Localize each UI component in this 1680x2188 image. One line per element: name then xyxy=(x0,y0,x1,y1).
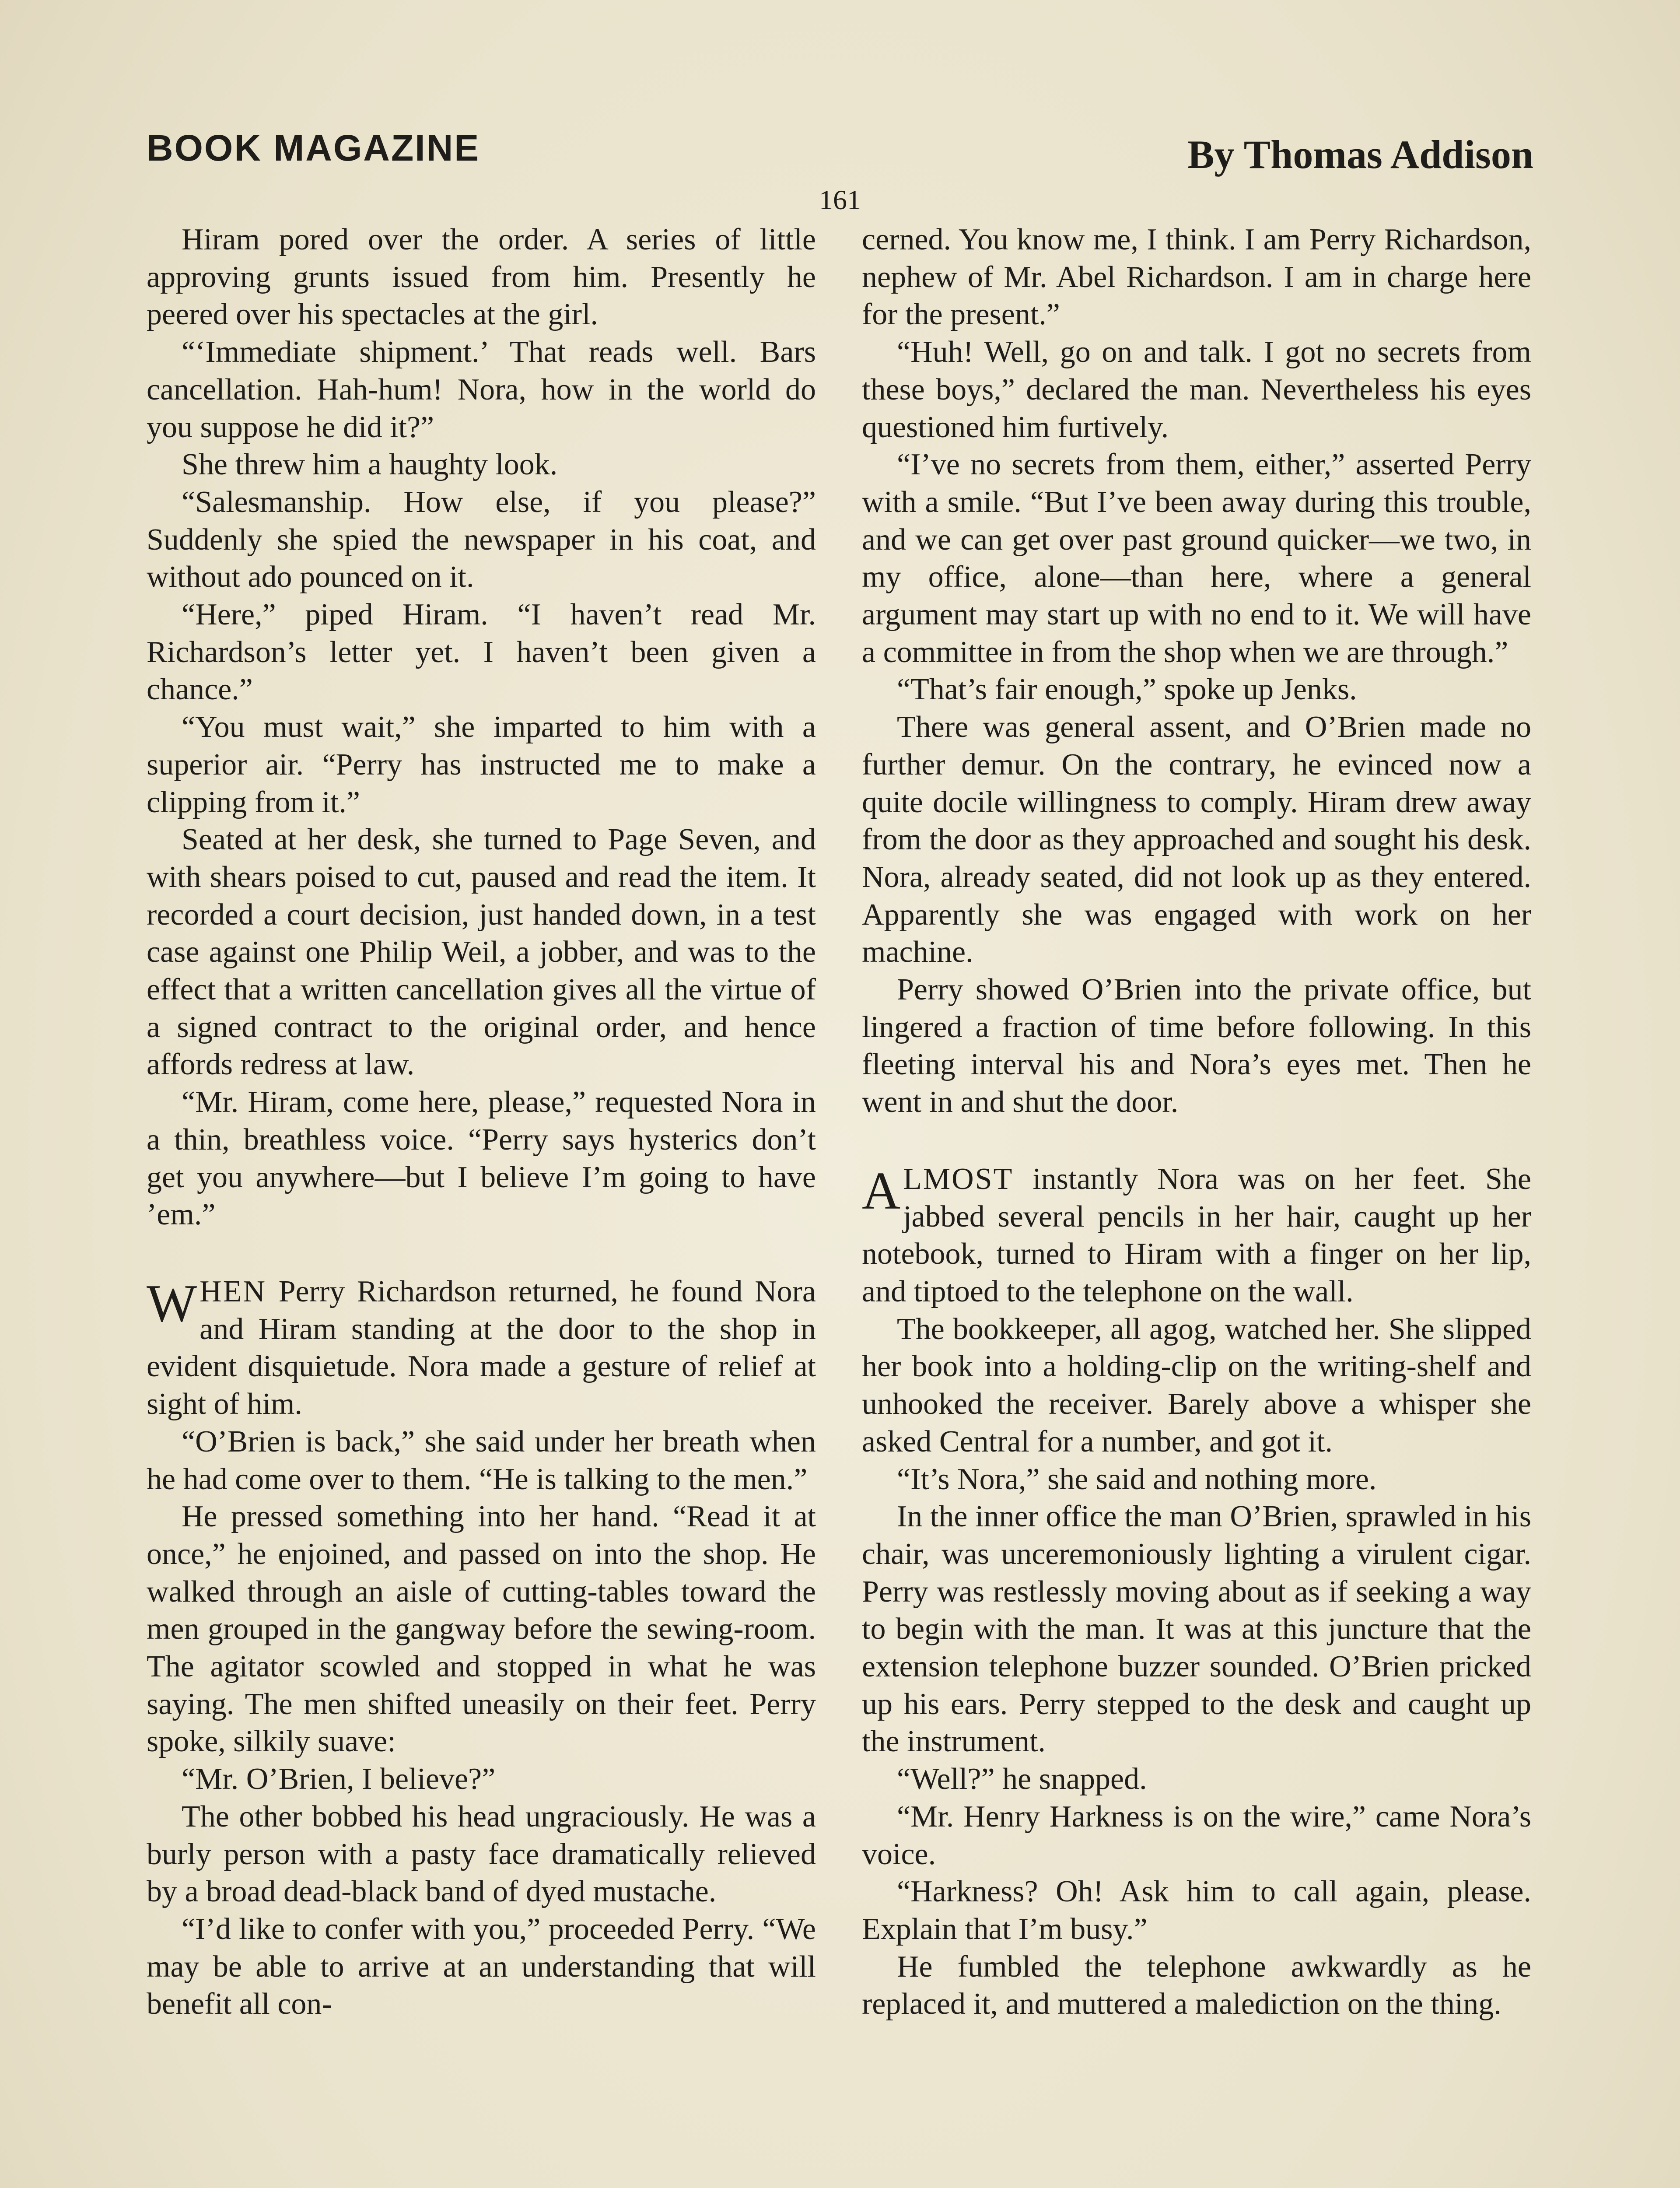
paragraph: “Mr. Henry Harkness is on the wire,” came Nora’s voice. xyxy=(862,1799,1531,1871)
paragraph: The other bobbed his head ungraciously. He was a burly person with a pasty face dramatically relieved by a broad dead-black band of dyed mustache. xyxy=(147,1799,816,1909)
paragraph: “Mr. Hiram, come here, please,” requested Nora in a thin, breathless voice. “Perry says hysterics don’t get you anywhere—but I believe I’m going to have ’em.” xyxy=(147,1085,816,1232)
paragraph: The bookkeeper, all agog, watched her. She slipped her book into a holding-clip on the writing-shelf and unhooked the receiver. Barely above a whisper she asked Central for a number, and got it. xyxy=(862,1312,1531,1459)
paragraph: There was general assent, and O’Brien made no further demur. On the contrary, he evinced now a quite docile willingness to comply. Hiram drew away from the door as they approached and sought his desk. Nora, already seated, did not look up as they entered. Apparently she was engaged with work on her machine. xyxy=(862,710,1531,969)
paragraph: “Harkness? Oh! Ask him to call again, please. Explain that I’m busy.” xyxy=(862,1875,1531,1946)
section-opening-paragraph xyxy=(147,1273,816,1423)
continued-paragraph: cerned. You know me, I think. I am Perry Richardson, nephew of Mr. Abel Richardson. I am in charge here for the present.” xyxy=(862,223,1531,332)
paragraph-text: instantly Nora was on her feet. She jabbed several pencils in her hair, caught up her notebook, turned to Hiram with a finger on her lip, and tiptoed to the telephone on the wall. xyxy=(862,1162,1531,1308)
paragraph: “It’s Nora,” she said and nothing more. xyxy=(897,1462,1377,1496)
paragraph-text: Perry Richardson returned, he found Nora and Hiram standing at the door to the shop in evident disquietude. Nora made a gesture of relief at sight of him. xyxy=(147,1274,816,1421)
paragraph: Seated at her desk, she turned to Page Seven, and with shears poised to cut, paused and read the item. It recorded a court decision, just handed down, in a test case against one Philip Weil, a jobber, and was to the effect that a written cancellation gives all the virtue of a signed contract to the original order, and hence affords redress at law. xyxy=(147,823,816,1082)
paragraph: He fumbled the telephone awkwardly as he replaced it, and muttered a malediction on the thing. xyxy=(862,1950,1531,2021)
paragraph: “Here,” piped Hiram. “I haven’t read Mr. Richardson’s letter yet. I haven’t been given a chance.” xyxy=(147,598,816,707)
paragraph: “Mr. O’Brien, I believe?” xyxy=(182,1762,496,1796)
paragraph: Hiram pored over the order. A series of little approving grunts issued from him. Presently he peered over his spectacles at the girl. xyxy=(147,223,816,332)
paragraph: “Salesmanship. How else, if you please?” Suddenly she spied the newspaper in his coat, and without ado pounced on it. xyxy=(147,485,816,594)
small-caps-lead: LMOST xyxy=(903,1162,1014,1196)
paragraph: “I’ve no secrets from them, either,” asserted Perry with a smile. “But I’ve been away during this trouble, and we can get over past ground quicker—we two, in my office, alone—than here, where a general argument may start up with no end to it. We will have a committee in from the shop when we are through.” xyxy=(862,448,1531,669)
paragraph: He pressed something into her hand. “Read it at once,” he enjoined, and passed on into the shop. He walked through an aisle of cutting-tables toward the men grouped in the gangway before the sewing-room. The agitator scowled and stopped in what he was saying. The men shifted uneasily on their feet. Perry spoke, silkily suave: xyxy=(147,1500,816,1759)
paragraph: She threw him a haughty look. xyxy=(182,448,558,482)
paragraph: “That’s fair enough,” spoke up Jenks. xyxy=(897,673,1357,707)
paragraph: “Huh! Well, go on and talk. I got no secrets from these boys,” declared the man. Nevertheless his eyes questioned him furtively. xyxy=(862,335,1531,444)
paragraph: “You must wait,” she imparted to him with a superior air. “Perry has instructed me to make a clipping from it.” xyxy=(147,710,816,819)
small-caps-lead: HEN xyxy=(200,1274,267,1308)
magazine-title: BOOK MAGAZINE xyxy=(147,127,480,168)
page-number: 161 xyxy=(819,184,861,215)
section-opening-paragraph xyxy=(862,1161,1531,1311)
paragraph: “O’Brien is back,” she said under her breath when he had come over to them. “He is talking to the men.” xyxy=(147,1424,816,1496)
paragraph: Perry showed O’Brien into the private office, but lingered a fraction of time before following. In this fleeting interval his and Nora’s eyes met. Then he went in and shut the door. xyxy=(862,973,1531,1119)
drop-cap: A xyxy=(862,1161,901,1220)
paragraph: In the inner office the man O’Brien, sprawled in his chair, was unceremoniously lighting a virulent cigar. Perry was restlessly moving about as if seeking a way to begin with the man. It was at this juncture that the extension telephone buzzer sounded. O’Brien pricked up his ears. Perry stepped to the desk and caught up the instrument. xyxy=(862,1500,1531,1759)
drop-cap: W xyxy=(147,1273,197,1333)
author-byline: By Thomas Addison xyxy=(1187,132,1533,177)
right-column xyxy=(862,221,1531,2023)
paragraph: “‘Immediate shipment.’ That reads well. Bars cancellation. Hah-hum! Nora, how in the world do you suppose he did it?” xyxy=(147,335,816,444)
left-column xyxy=(147,221,816,2023)
paragraph: “I’d like to confer with you,” proceeded Perry. “We may be able to arrive at an understanding that will benefit all con- xyxy=(147,1912,816,2021)
paragraph: “Well?” he snapped. xyxy=(897,1762,1147,1796)
